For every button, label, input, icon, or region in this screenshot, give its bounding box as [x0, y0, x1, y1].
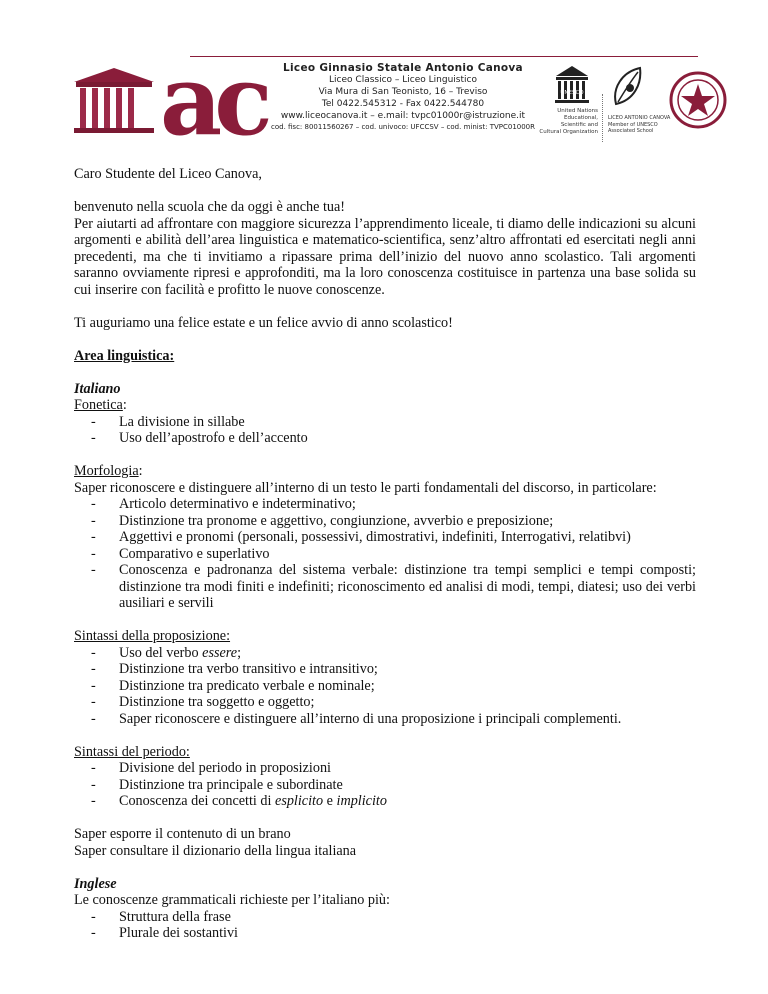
intro-paragraph: Per aiutarti ad affrontare con maggiore sicurezza l’apprendimento liceale, ti diamo delle indicazioni su alcuni argomenti e abilità dell’area linguistica e matematico-scientifica, senz’altro affrontati ed esercitati negli anni precedenti, ma che ti invitiamo a ripassare prima dell’inizio del nuovo anno scolastico. Tali argomenti saranno ovviamente ripresi e approfonditi, ma la loro conoscenza costituisce in partenza una base solida su cui inserire con facilità e profitto le nuove conoscenze.: [74, 215, 696, 298]
intro-line-1: benvenuto nella scuola che da oggi è anche tua!: [74, 199, 346, 215]
temple-facade-icon: [70, 64, 154, 134]
fonetica-list: [74, 414, 696, 447]
fonetica-label: Fonetica: [74, 397, 123, 413]
list-item: - Saper riconoscere e distinguere all’interno di una proposizione i principali complementi.: [119, 711, 696, 728]
morfologia-heading: Morfologia:: [74, 463, 143, 479]
republic-seal-icon: [666, 64, 730, 136]
inglese-list: [74, 909, 696, 942]
abilita-line-1: Saper esporre il contenuto di un brano: [74, 826, 291, 842]
letterhead: [70, 52, 698, 148]
list-item: - Distinzione tra pronome e aggettivo, congiunzione, avverbio e preposizione;: [119, 513, 696, 530]
letterhead-divider: [602, 94, 603, 142]
fonetica-heading: Fonetica:: [74, 397, 127, 413]
morfologia-list: [74, 496, 696, 612]
leaf-logo-icon: [608, 64, 650, 110]
list-item: - Uso del verbo essere;: [119, 645, 696, 662]
list-item: - Distinzione tra verbo transitivo e intransitivo;: [119, 661, 696, 678]
section-title-inglese: Inglese: [74, 875, 117, 892]
school-address: Via Mura di San Teonisto, 16 – Treviso: [318, 87, 488, 97]
list-item: - Plurale dei sostantivi: [119, 925, 696, 942]
section-title-italiano: Italiano: [74, 380, 121, 397]
associated-school-caption: LICEO ANTONIO CANOVA Member of UNESCO Associated School: [608, 115, 671, 134]
school-codes: cod. fisc: 80011560267 – cod. univoco: UFCCSV – cod. minist: TVPC01000R: [271, 123, 535, 131]
sintassi-proposizione-list: [74, 645, 696, 728]
abilita-line-2: Saper consultare il dizionario della lingua italiana: [74, 842, 357, 859]
sintassi-periodo-list: [74, 760, 696, 810]
logo-letters: ac: [160, 58, 265, 144]
list-item: - Distinzione tra soggetto e oggetto;: [119, 694, 696, 711]
wishes: Ti auguriamo una felice estate e un felice avvio di anno scolastico!: [74, 314, 453, 331]
list-item: - Conoscenza dei concetti di esplicito e implicito: [119, 793, 696, 810]
list-item: - Distinzione tra predicato verbale e nominale;: [119, 678, 696, 695]
list-item: - Conoscenza e padronanza del sistema verbale: distinzione tra tempi semplici e tempi composti; distinzione tra modi finiti e indefiniti; riconoscimento ed analisi di modi, tempi, diatesi; uso dei verbi ausiliari e servili: [119, 562, 696, 612]
school-name: Liceo Ginnasio Statale Antonio Canova: [283, 62, 523, 74]
letterhead-text: [268, 62, 538, 132]
area-title: Area linguistica:: [74, 347, 175, 364]
unesco-label: UNESCO: [560, 90, 584, 96]
greeting: Caro Studente del Liceo Canova,: [74, 166, 262, 182]
list-item: - Uso dell’apostrofo e dell’accento: [119, 430, 696, 447]
school-subtitle: Liceo Classico – Liceo Linguistico: [329, 75, 477, 85]
list-item: - Divisione del periodo in proposizioni: [119, 760, 696, 777]
sintassi-proposizione-heading: Sintassi della proposizione:: [74, 628, 231, 644]
school-web: www.liceocanova.it – e.mail: tvpc01000r@istruzione.it: [280, 111, 526, 121]
letterhead-rule: [190, 56, 698, 57]
school-phone: Tel 0422.545312 - Fax 0422.544780: [321, 99, 485, 109]
list-item: - Aggettivi e pronomi (personali, possessivi, dimostrativi, indefiniti, Interrogativi, relatibvi): [119, 529, 696, 546]
inglese-intro: Le conoscenze grammaticali richieste per l’italiano più:: [74, 892, 390, 908]
list-item: - Struttura della frase: [119, 909, 696, 926]
list-item: - Comparativo e superlativo: [119, 546, 696, 563]
morfologia-intro: Saper riconoscere e distinguere all’interno di un testo le parti fondamentali del discorso, in particolare:: [74, 479, 657, 496]
list-item: - Articolo determinativo e indeterminativo;: [119, 496, 696, 513]
list-item: - Distinzione tra principale e subordinate: [119, 777, 696, 794]
sintassi-periodo-heading: Sintassi del periodo:: [74, 743, 190, 760]
letter-body: [74, 166, 696, 942]
unesco-caption: United Nations Educational, Scientific and Cultural Organization: [539, 108, 598, 135]
morfologia-label: Morfologia: [74, 463, 139, 479]
list-item: - La divisione in sillabe: [119, 414, 696, 431]
